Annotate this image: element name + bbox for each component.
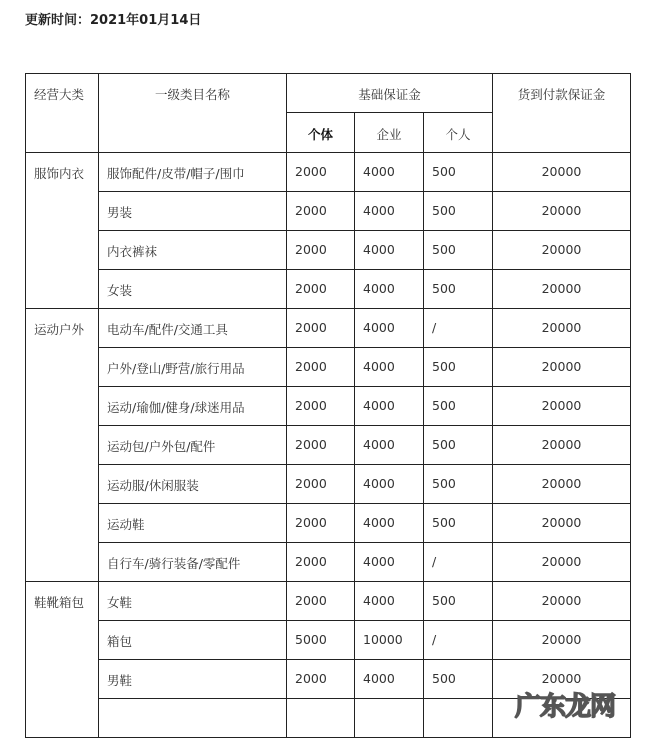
- individual-business-cell: 5000: [287, 621, 355, 660]
- personal-cell: /: [424, 543, 493, 582]
- cod-deposit-cell: 20000: [493, 387, 631, 426]
- individual-business-cell: 2000: [287, 582, 355, 621]
- cod-deposit-cell: 20000: [493, 348, 631, 387]
- table-row: [26, 387, 631, 426]
- cod-deposit-cell: 20000: [493, 426, 631, 465]
- enterprise-cell: 4000: [355, 270, 424, 309]
- table-row: [26, 465, 631, 504]
- cod-deposit-cell: 20000: [493, 660, 631, 699]
- individual-business-cell: 2000: [287, 426, 355, 465]
- individual-business-cell: 2000: [287, 348, 355, 387]
- individual-business-cell: 2000: [287, 504, 355, 543]
- enterprise-cell: 4000: [355, 426, 424, 465]
- individual-business-cell: 2000: [287, 153, 355, 192]
- personal-cell: /: [424, 309, 493, 348]
- subcategory-cell: 男鞋: [99, 660, 287, 699]
- cod-deposit-cell: 20000: [493, 153, 631, 192]
- table-row: [26, 192, 631, 231]
- enterprise-cell: 4000: [355, 504, 424, 543]
- personal-cell: 500: [424, 387, 493, 426]
- enterprise-cell: [355, 699, 424, 738]
- deposit-table: [25, 73, 631, 738]
- subcategory-cell: 女装: [99, 270, 287, 309]
- subcategory-cell: 女鞋: [99, 582, 287, 621]
- header-category: 经营大类: [26, 74, 99, 153]
- category-cell: 鞋靴箱包: [26, 582, 99, 738]
- cod-deposit-cell: 20000: [493, 231, 631, 270]
- table-row: [26, 543, 631, 582]
- table-row: [26, 582, 631, 621]
- cod-deposit-cell: 20000: [493, 270, 631, 309]
- enterprise-cell: 10000: [355, 621, 424, 660]
- enterprise-cell: 4000: [355, 348, 424, 387]
- table-row: [26, 426, 631, 465]
- header-enterprise: 企业: [355, 113, 424, 153]
- header-base-deposit: 基础保证金: [287, 74, 493, 113]
- subcategory-cell: 户外/登山/野营/旅行用品: [99, 348, 287, 387]
- personal-cell: 500: [424, 348, 493, 387]
- individual-business-cell: 2000: [287, 660, 355, 699]
- table-row: [26, 504, 631, 543]
- individual-business-cell: 2000: [287, 270, 355, 309]
- header-individual-business: 个体: [287, 113, 355, 153]
- subcategory-cell: 运动鞋: [99, 504, 287, 543]
- enterprise-cell: 4000: [355, 387, 424, 426]
- header-cod-deposit: 货到付款保证金: [493, 74, 631, 153]
- subcategory-cell: 运动/瑜伽/健身/球迷用品: [99, 387, 287, 426]
- personal-cell: 500: [424, 153, 493, 192]
- table-row: [26, 309, 631, 348]
- table-row: [26, 621, 631, 660]
- cod-deposit-cell: 20000: [493, 543, 631, 582]
- enterprise-cell: 4000: [355, 192, 424, 231]
- subcategory-cell: 男装: [99, 192, 287, 231]
- individual-business-cell: 2000: [287, 543, 355, 582]
- category-cell: 运动户外: [26, 309, 99, 582]
- personal-cell: 500: [424, 504, 493, 543]
- category-cell: 服饰内衣: [26, 153, 99, 309]
- watermark-logo: 广东龙网: [515, 692, 616, 722]
- enterprise-cell: 4000: [355, 309, 424, 348]
- personal-cell: 500: [424, 426, 493, 465]
- individual-business-cell: [287, 699, 355, 738]
- enterprise-cell: 4000: [355, 660, 424, 699]
- subcategory-cell: 箱包: [99, 621, 287, 660]
- subcategory-cell: 服饰配件/皮带/帽子/围巾: [99, 153, 287, 192]
- enterprise-cell: 4000: [355, 582, 424, 621]
- table-row: [26, 231, 631, 270]
- subcategory-cell: [99, 699, 287, 738]
- enterprise-cell: 4000: [355, 465, 424, 504]
- personal-cell: 500: [424, 270, 493, 309]
- subcategory-cell: 运动服/休闲服装: [99, 465, 287, 504]
- personal-cell: 500: [424, 582, 493, 621]
- enterprise-cell: 4000: [355, 231, 424, 270]
- individual-business-cell: 2000: [287, 231, 355, 270]
- personal-cell: 500: [424, 192, 493, 231]
- subcategory-cell: 电动车/配件/交通工具: [99, 309, 287, 348]
- personal-cell: /: [424, 621, 493, 660]
- subcategory-cell: 内衣裤袜: [99, 231, 287, 270]
- personal-cell: 500: [424, 660, 493, 699]
- personal-cell: [424, 699, 493, 738]
- individual-business-cell: 2000: [287, 465, 355, 504]
- table-row: [26, 153, 631, 192]
- individual-business-cell: 2000: [287, 387, 355, 426]
- individual-business-cell: 2000: [287, 309, 355, 348]
- cod-deposit-cell: 20000: [493, 621, 631, 660]
- update-time: 更新时间：2021年01月14日: [25, 13, 202, 28]
- cod-deposit-cell: 20000: [493, 192, 631, 231]
- cod-deposit-cell: 20000: [493, 465, 631, 504]
- table-row: [26, 348, 631, 387]
- cod-deposit-cell: 20000: [493, 582, 631, 621]
- cod-deposit-cell: 20000: [493, 504, 631, 543]
- subcategory-cell: 运动包/户外包/配件: [99, 426, 287, 465]
- table-row: [26, 270, 631, 309]
- header-personal: 个人: [424, 113, 493, 153]
- enterprise-cell: 4000: [355, 543, 424, 582]
- personal-cell: 500: [424, 465, 493, 504]
- enterprise-cell: 4000: [355, 153, 424, 192]
- cod-deposit-cell: 20000: [493, 309, 631, 348]
- subcategory-cell: 自行车/骑行装备/零配件: [99, 543, 287, 582]
- individual-business-cell: 2000: [287, 192, 355, 231]
- personal-cell: 500: [424, 231, 493, 270]
- header-subcategory: 一级类目名称: [99, 74, 287, 153]
